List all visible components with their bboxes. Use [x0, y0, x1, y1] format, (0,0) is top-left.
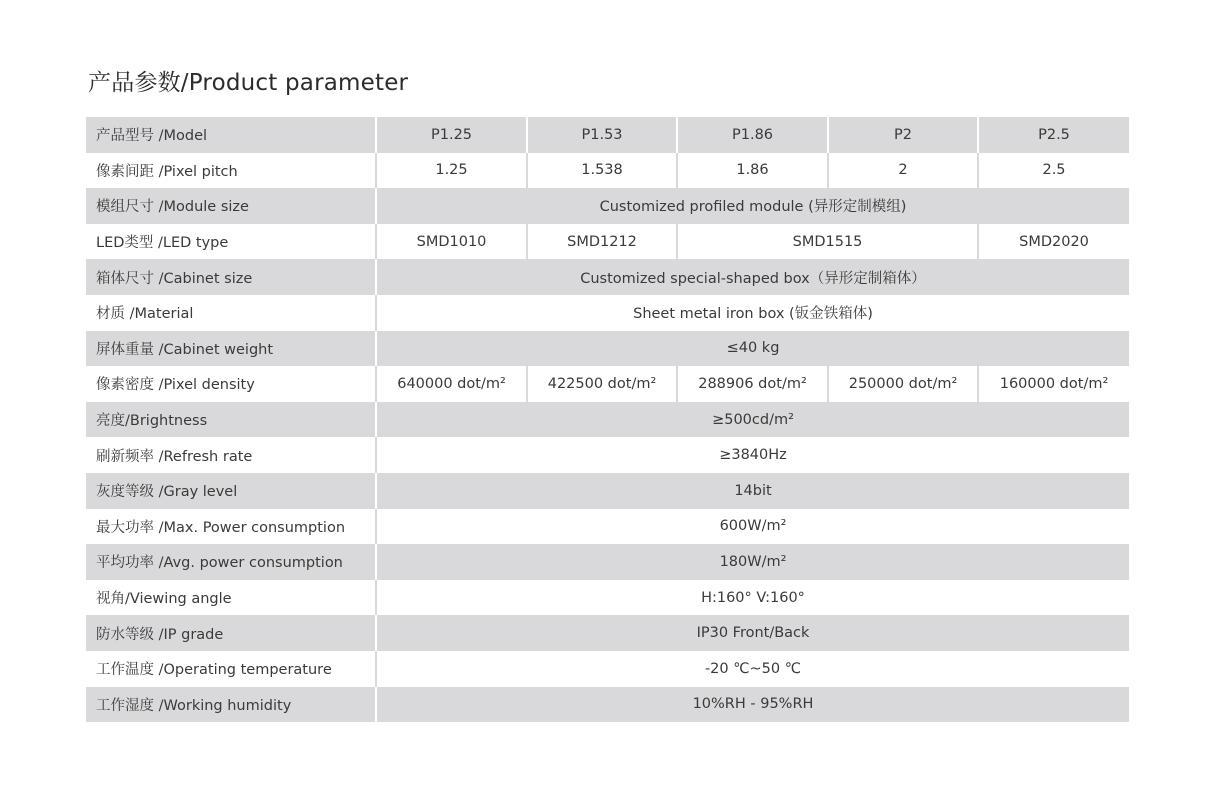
row-label: 工作温度 /Operating temperature [86, 651, 376, 687]
pixel-density-cell: 288906 dot/m² [677, 366, 828, 402]
table-row-led-type [86, 224, 1129, 260]
led-type-cell: SMD1515 [677, 224, 978, 260]
led-type-cell: SMD1212 [527, 224, 677, 260]
row-label: LED类型 /LED type [86, 224, 376, 260]
model-cell: P2 [828, 117, 978, 153]
row-label: 屏体重量 /Cabinet weight [86, 331, 376, 367]
viewing-angle-cell: H:160° V:160° [376, 580, 1129, 616]
table-row-brightness [86, 402, 1129, 438]
row-label: 灰度等级 /Gray level [86, 473, 376, 509]
row-label: 防水等级 /IP grade [86, 615, 376, 651]
led-type-cell: SMD1010 [376, 224, 527, 260]
row-label: 模组尺寸 /Module size [86, 188, 376, 224]
table-row-ip-grade [86, 615, 1129, 651]
model-cell: P2.5 [978, 117, 1129, 153]
operating-temperature-cell: -20 ℃~50 ℃ [376, 651, 1129, 687]
row-label: 箱体尺寸 /Cabinet size [86, 259, 376, 295]
table-row-model [86, 117, 1129, 153]
row-label: 最大功率 /Max. Power consumption [86, 509, 376, 545]
material-cell: Sheet metal iron box (钣金铁箱体) [376, 295, 1129, 331]
table-row-gray-level [86, 473, 1129, 509]
row-label: 亮度/Brightness [86, 402, 376, 438]
row-label: 平均功率 /Avg. power consumption [86, 544, 376, 580]
brightness-cell: ≥500cd/m² [376, 402, 1129, 438]
table-row-avg-power [86, 544, 1129, 580]
model-cell: P1.86 [677, 117, 828, 153]
row-label: 视角/Viewing angle [86, 580, 376, 616]
cabinet-weight-cell: ≤40 kg [376, 331, 1129, 367]
table-row-cabinet-size [86, 259, 1129, 295]
working-humidity-cell: 10%RH - 95%RH [376, 687, 1129, 723]
table-row-operating-temperature [86, 651, 1129, 687]
max-power-cell: 600W/m² [376, 509, 1129, 545]
table-row-cabinet-weight [86, 331, 1129, 367]
gray-level-cell: 14bit [376, 473, 1129, 509]
table-row-refresh-rate [86, 437, 1129, 473]
pixel-pitch-cell: 1.86 [677, 153, 828, 189]
model-cell: P1.25 [376, 117, 527, 153]
cabinet-size-cell: Customized special-shaped box（异形定制箱体） [376, 259, 1129, 295]
pixel-pitch-cell: 1.25 [376, 153, 527, 189]
page-title: 产品参数/Product parameter [88, 70, 409, 96]
pixel-pitch-cell: 1.538 [527, 153, 677, 189]
table-row-working-humidity [86, 687, 1129, 723]
ip-grade-cell: IP30 Front/Back [376, 615, 1129, 651]
led-type-cell: SMD2020 [978, 224, 1129, 260]
avg-power-cell: 180W/m² [376, 544, 1129, 580]
table-row-viewing-angle [86, 580, 1129, 616]
row-label: 产品型号 /Model [86, 117, 376, 153]
pixel-pitch-cell: 2 [828, 153, 978, 189]
table-row-pixel-density [86, 366, 1129, 402]
row-label: 像素间距 /Pixel pitch [86, 153, 376, 189]
pixel-density-cell: 422500 dot/m² [527, 366, 677, 402]
model-cell: P1.53 [527, 117, 677, 153]
module-size-cell: Customized profiled module (异形定制模组) [376, 188, 1129, 224]
table-row-pixel-pitch [86, 153, 1129, 189]
refresh-rate-cell: ≥3840Hz [376, 437, 1129, 473]
table-row-material [86, 295, 1129, 331]
row-label: 工作湿度 /Working humidity [86, 687, 376, 723]
row-label: 刷新频率 /Refresh rate [86, 437, 376, 473]
product-parameter-table [86, 117, 1129, 722]
pixel-density-cell: 640000 dot/m² [376, 366, 527, 402]
pixel-density-cell: 160000 dot/m² [978, 366, 1129, 402]
pixel-density-cell: 250000 dot/m² [828, 366, 978, 402]
pixel-pitch-cell: 2.5 [978, 153, 1129, 189]
row-label: 材质 /Material [86, 295, 376, 331]
row-label: 像素密度 /Pixel density [86, 366, 376, 402]
table-row-module-size [86, 188, 1129, 224]
table-row-max-power [86, 509, 1129, 545]
